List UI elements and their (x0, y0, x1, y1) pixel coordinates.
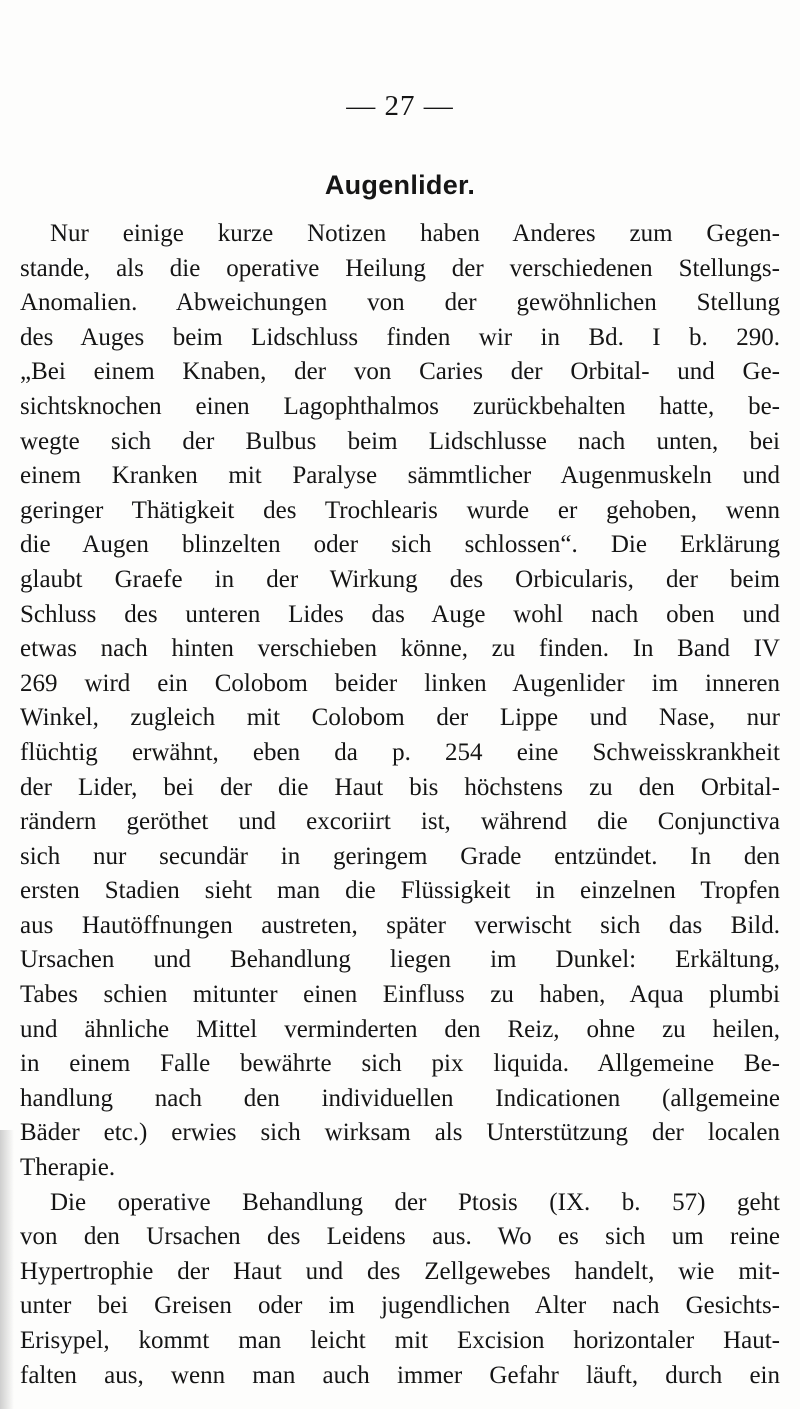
text-line: Die operative Behandlung der Ptosis (IX. b. 57) geht (50, 1188, 780, 1216)
text-line: handlung nach den individuellen Indicationen (allgemeine (20, 1084, 780, 1112)
text-line: glaubt Graefe in der Wirkung des Orbicularis, der beim (20, 565, 780, 593)
text-line: stande, als die operative Heilung der verschiedenen Stellungs- (20, 254, 780, 282)
text-line: Therapie. (20, 1154, 116, 1182)
text-line: die Augen blinzelten oder sich schlossen“. Die Erklärung (20, 531, 780, 559)
text-line: Hypertrophie der Haut und des Zellgewebes handelt, wie mit- (20, 1257, 780, 1285)
text-line: 269 wird ein Colobom beider linken Augenlider im inneren (20, 669, 780, 697)
text-line: Nur einige kurze Notizen haben Anderes zum Gegen- (50, 220, 780, 247)
text-line: Schluss des unteren Lides das Auge wohl nach oben und (20, 600, 780, 628)
text-line: des Auges beim Lidschluss finden wir in Bd. I b. 290. (20, 323, 780, 351)
text-line: „Bei einem Knaben, der von Caries der Orbital- und Ge- (20, 358, 780, 386)
text-line: Tabes schien mitunter einen Einfluss zu haben, Aqua plumbi (20, 981, 780, 1009)
text-line: aus Hautöffnungen austreten, später verwischt sich das Bild. (20, 911, 780, 939)
text-line: falten aus, wenn man auch immer Gefahr läuft, durch ein (20, 1361, 780, 1389)
section-heading: Augenlider. (324, 170, 476, 200)
text-line: geringer Thätigkeit des Trochlearis wurde er gehoben, wenn (20, 496, 780, 524)
text-line: Winkel, zugleich mit Colobom der Lippe und Nase, nur (20, 704, 780, 732)
text-line: rändern geröthet und excoriirt ist, während die Conjunctiva (20, 808, 780, 836)
text-line: Erisypel, kommt man leicht mit Excision horizontaler Haut- (20, 1327, 780, 1354)
text-line: einem Kranken mit Paralyse sämmtlicher Augenmuskeln und (20, 462, 780, 490)
text-line: Ursachen und Behandlung liegen im Dunkel: Erkältung, (20, 946, 780, 974)
text-line: Anomalien. Abweichungen von der gewöhnlichen Stellung (20, 289, 780, 317)
text-line: sich nur secundär in geringem Grade entzündet. In den (20, 842, 780, 870)
text-line: sichtsknochen einen Lagophthalmos zurückbehalten hatte, be- (20, 392, 780, 420)
text-line: der Lider, bei der die Haut bis höchstens zu den Orbital- (20, 773, 780, 801)
body-text (20, 217, 780, 1393)
page-number: — 27 — (346, 90, 454, 122)
text-line: in einem Falle bewährte sich pix liquida. Allgemeine Be- (20, 1050, 780, 1078)
page-edge-shadow (0, 1130, 14, 1409)
text-line: wegte sich der Bulbus beim Lidschlusse nach unten, bei (20, 427, 780, 455)
text-line: ersten Stadien sieht man die Flüssigkeit in einzelnen Tropfen (20, 877, 780, 905)
text-line: flüchtig erwähnt, eben da p. 254 eine Schweisskrankheit (20, 738, 780, 766)
text-line: und ähnliche Mittel verminderten den Reiz, ohne zu heilen, (20, 1015, 780, 1043)
text-line: unter bei Greisen oder im jugendlichen Alter nach Gesichts- (20, 1292, 780, 1320)
text-line: Bäder etc.) erwies sich wirksam als Unterstützung der localen (20, 1119, 780, 1147)
text-line: von den Ursachen des Leidens aus. Wo es sich um reine (20, 1223, 780, 1251)
text-line: etwas nach hinten verschieben könne, zu finden. In Band IV (20, 635, 780, 663)
